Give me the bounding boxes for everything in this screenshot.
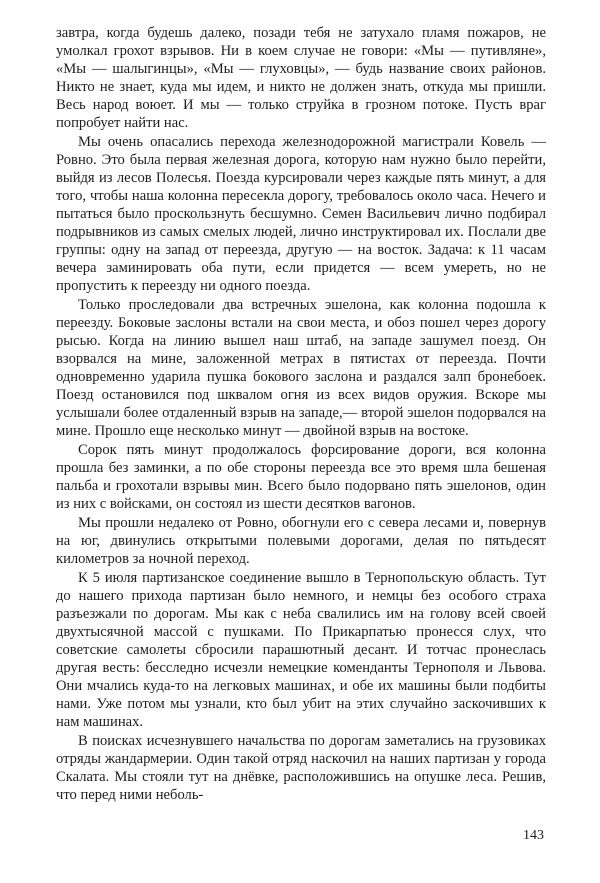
paragraph-7: В поисках исчезнувшего начальства по дорогам заметались на грузовиках отряды жандармерии. Один такой отряд наскочил на наших партизан у города Скалата. Мы стояли тут на днёвке, расположившись на опушке леса. Решив, что перед ними неболь- bbox=[56, 733, 546, 803]
paragraph-3: Только проследовали два встречных эшелона, как колонна подошла к переезду. Боковые заслоны встали на свои места, и обоз пошел через дорогу рысью. Когда на линию вышел наш штаб, на западе зашумел поезд. Он взорвался на мине, заложенной метрах в пятистах от переезда. Почти одновременно ударила пушка бокового заслона и раздался залп бронебоек. Поезд остановился под шквалом огня из всех видов оружия. Вскоре мы услышали более отдаленный взрыв на западе,— второй эшелон подорвался на мине. Прошло еще несколько минут — двойной взрыв на востоке. bbox=[56, 297, 546, 439]
book-page bbox=[56, 24, 546, 805]
paragraph-1: завтра, когда будешь далеко, позади тебя не затухало пламя пожаров, не умолкал грохот взрывов. Ни в коем случае не говори: «Мы — путивляне», «Мы — шалыгинцы», «Мы — глуховцы», — будь название своих районов. Никто не знает, куда мы идем, и никто не должен знать, откуда мы пришли. Весь народ воюет. И мы — только струйка в грозном потоке. Пусть враг попробует найти нас. bbox=[56, 25, 546, 131]
paragraph-5: Мы прошли недалеко от Ровно, обогнули его с севера лесами и, повернув на юг, двинулись открытыми полевыми дорогами, делая по пятьдесят километров за ночной переход. bbox=[56, 515, 546, 567]
paragraph-6: К 5 июля партизанское соединение вышло в Тернопольскую область. Тут до нашего прихода партизан было немного, и немцы без особого страха разъезжали по дорогам. Мы как с неба свалились им на голову всей своей двухтысячной массой с пушками. По Прикарпатью пронесся слух, что советские самолеты сбросили парашютный десант. И тотчас пронеслась другая весть: бесследно исчезли немецкие коменданты Тернополя и Львова. Они мчались куда-то на легковых машинах, и обе их машины были подбиты нами. Уже потом мы узнали, кто был убит на этих случайно заскочивших к нам машинах. bbox=[56, 570, 546, 730]
page-number: 143 bbox=[523, 828, 544, 843]
paragraph-2: Мы очень опасались перехода железнодорожной магистрали Ковель — Ровно. Это была первая железная дорога, которую нам нужно было перейти, выйдя из лесов Полесья. Поезда курсировали через каждые пять минут, а для того, чтобы наша колонна пересекла дорогу, требовалось около часа. Нечего и пытаться было проскользнуть бесшумно. Семен Васильевич лично подбирал подрывников из самых смелых людей, лично инструктировал их. Послали две группы: одну на запад от переезда, другую — на восток. Задача: к 11 часам вечера заминировать оба пути, если придется — всем умереть, но не пропустить к переезду ни одного поезда. bbox=[56, 134, 546, 294]
paragraph-4: Сорок пять минут продолжалось форсирование дороги, вся колонна прошла без заминки, а по обе стороны переезда все это время шла бешеная пальба и грохотали взрывы мин. Всего было подорвано пять эшелонов, один из них с войсками, он состоял из шести десятков вагонов. bbox=[56, 442, 546, 512]
